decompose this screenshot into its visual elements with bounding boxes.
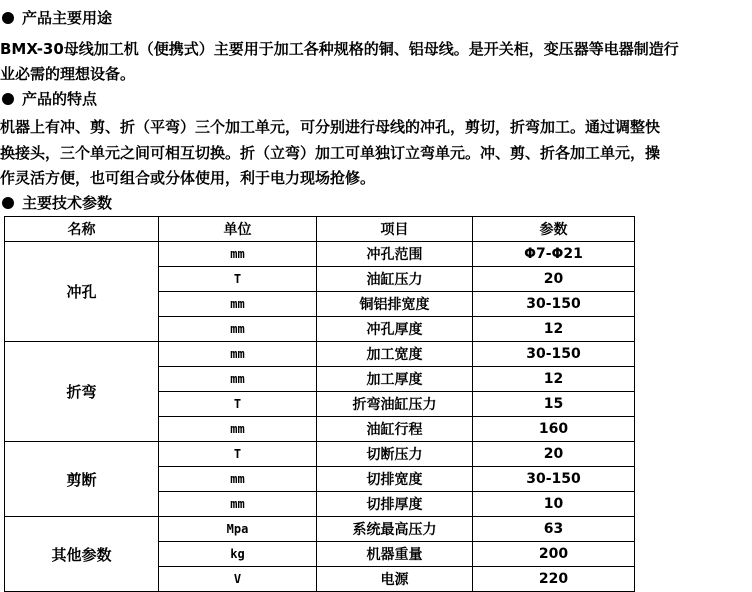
item-cell: 折弯油缸压力: [317, 392, 473, 417]
unit-cell: T: [159, 267, 317, 292]
item-cell: 切排厚度: [317, 492, 473, 517]
value-cell: 30-150: [473, 342, 635, 367]
unit-cell: kg: [159, 542, 317, 567]
features-text-line: 作灵活方便，也可组合或分体使用，利于电力现场抢修。: [0, 169, 376, 187]
unit-cell: mm: [159, 317, 317, 342]
item-cell: 冲孔厚度: [317, 317, 473, 342]
item-cell: 电源: [317, 567, 473, 592]
bullet-icon: [2, 197, 14, 209]
table-row: [5, 517, 635, 542]
value-cell: 20: [473, 267, 635, 292]
item-cell: 机器重量: [317, 542, 473, 567]
table-row: [5, 242, 635, 267]
value-cell: 30-150: [473, 292, 635, 317]
bullet-icon: [2, 12, 14, 24]
unit-cell: T: [159, 442, 317, 467]
group-name-cell: 剪断: [5, 442, 159, 517]
features-heading-text: 产品的特点: [22, 90, 98, 108]
value-cell: 15: [473, 392, 635, 417]
unit-cell: mm: [159, 342, 317, 367]
spec-table-header-row: [5, 217, 635, 242]
group-name-cell: 冲孔: [5, 242, 159, 342]
unit-cell: T: [159, 392, 317, 417]
value-cell: 63: [473, 517, 635, 542]
features-text-line: 换接头，三个单元之间可相互切换。折（立弯）加工可单独订立弯单元。冲、剪、折各加工单元，操: [0, 144, 661, 162]
header-value: 参数: [473, 217, 635, 242]
unit-cell: mm: [159, 292, 317, 317]
specs-heading-text: 主要技术参数: [22, 194, 113, 212]
item-cell: 冲孔范围: [317, 242, 473, 267]
item-cell: 系统最高压力: [317, 517, 473, 542]
header-name: 名称: [5, 217, 159, 242]
table-row: [5, 342, 635, 367]
spec-table: [4, 216, 635, 592]
value-cell: 30-150: [473, 467, 635, 492]
group-name-cell: 折弯: [5, 342, 159, 442]
use-text-line: BMX-30母线加工机（便携式）主要用于加工各种规格的铜、铝母线。是开关柜，变压器等电器制造行: [0, 40, 679, 58]
header-unit: 单位: [159, 217, 317, 242]
unit-cell: Mpa: [159, 517, 317, 542]
unit-cell: mm: [159, 417, 317, 442]
table-row: [5, 442, 635, 467]
group-name-cell: 其他参数: [5, 517, 159, 592]
use-heading-text: 产品主要用途: [22, 9, 113, 27]
value-cell: 200: [473, 542, 635, 567]
item-cell: 加工厚度: [317, 367, 473, 392]
value-cell: 160: [473, 417, 635, 442]
value-cell: 10: [473, 492, 635, 517]
value-cell: 12: [473, 367, 635, 392]
bullet-icon: [2, 93, 14, 105]
features-text-line: 机器上有冲、剪、折（平弯）三个加工单元，可分别进行母线的冲孔，剪切，折弯加工。通过调整快: [0, 118, 661, 136]
value-cell: 12: [473, 317, 635, 342]
item-cell: 铜铝排宽度: [317, 292, 473, 317]
unit-cell: mm: [159, 242, 317, 267]
unit-cell: mm: [159, 492, 317, 517]
header-item: 项目: [317, 217, 473, 242]
section-heading-use: [0, 9, 112, 27]
section-heading-specs: [0, 194, 112, 212]
item-cell: 切断压力: [317, 442, 473, 467]
value-cell: Φ7-Φ21: [473, 242, 635, 267]
item-cell: 油缸行程: [317, 417, 473, 442]
value-cell: 20: [473, 442, 635, 467]
unit-cell: mm: [159, 367, 317, 392]
item-cell: 加工宽度: [317, 342, 473, 367]
item-cell: 油缸压力: [317, 267, 473, 292]
spec-table-body: [5, 242, 635, 592]
value-cell: 220: [473, 567, 635, 592]
use-text-line: 业必需的理想设备。: [0, 65, 136, 83]
unit-cell: mm: [159, 467, 317, 492]
section-heading-features: [0, 90, 97, 108]
item-cell: 切排宽度: [317, 467, 473, 492]
unit-cell: V: [159, 567, 317, 592]
